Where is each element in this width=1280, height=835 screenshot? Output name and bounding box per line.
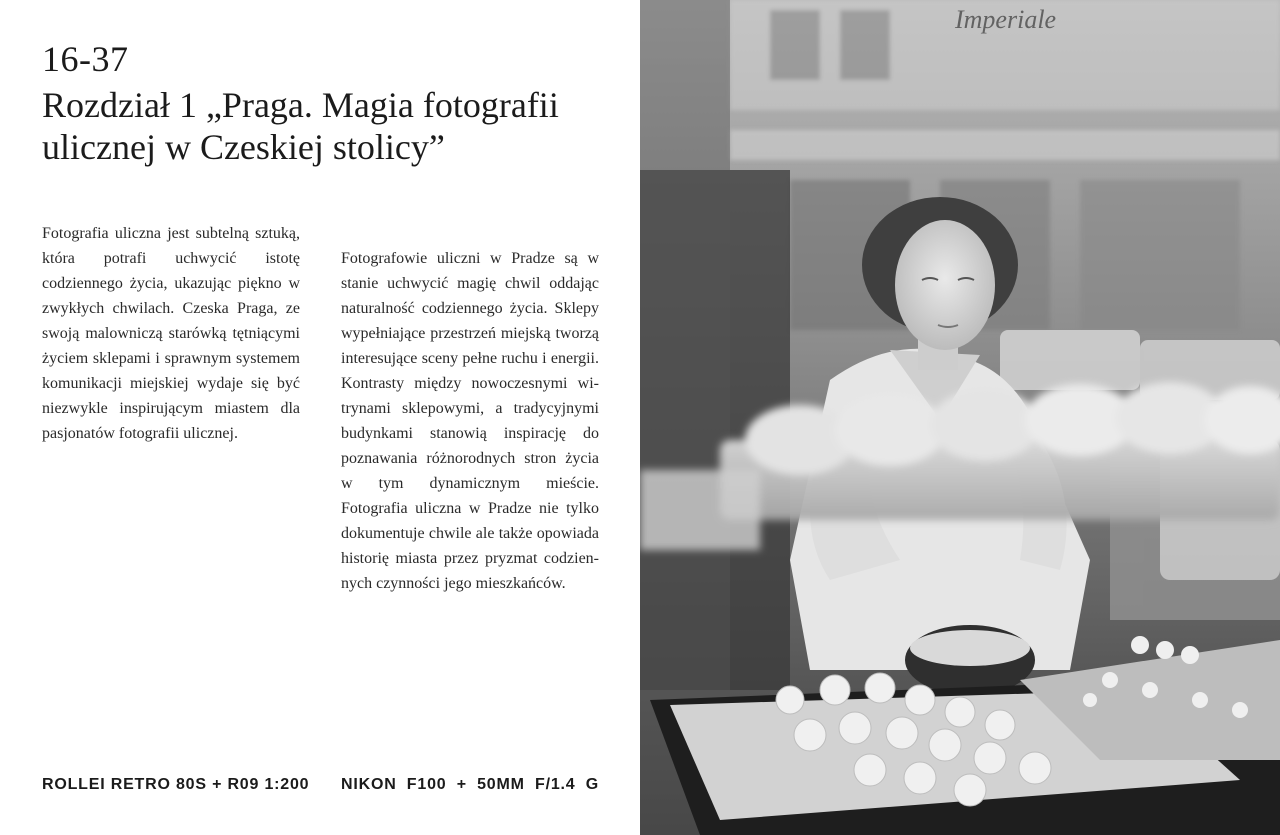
text-column-right: Fotografowie uliczni w Pradze są w stanie uchwycić magię chwil oddając naturalność codziennego życia. Sklepy wypełniające przestrzeń miejską tworzą interesujące sceny pełne ruchu i energii. Kontrasty między nowoczesnymi witrynami sklepowymi, a tradycyjnymi budynkami stanowią inspirację do poznawania różnorodnych stron życia w tym dynamicznym mieście. Fotografia uliczna w Pradze nie tylko dokumentuje chwile ale także opowiada historię miasta przez pryzmat codziennych czynności jego mieszkańców. — [341, 250, 599, 592]
text-column-left: Fotografia uliczna jest subtelną sztuką, która potrafi uchwycić istotę codziennego życia, ukazując piękno w zwykłych chwilach. Czeska Praga, ze swoją malowniczą starówką tętniącymi życiem sklepami i sprawnym systemem komunikacji miejskiej wydaje się być niezwykle inspirującym miastem dla pasjonatów fotografii ulicznej. — [42, 225, 300, 442]
bakery-photo — [640, 0, 1280, 835]
chapter-title: Rozdział 1 „Praga. Magia fotografii ulicznej w Czeskiej stolicy” — [42, 85, 559, 167]
camera-caption-left: ROLLEI RETRO 80S + R09 1:200 — [42, 776, 310, 793]
bakery-photo-image — [640, 0, 1280, 835]
page-numbers: 16-37 — [42, 39, 129, 79]
shop-sign-text: Imperiale — [955, 5, 1057, 34]
camera-caption-right: NIKON F100 + 50MM F/1.4 G — [341, 776, 599, 793]
